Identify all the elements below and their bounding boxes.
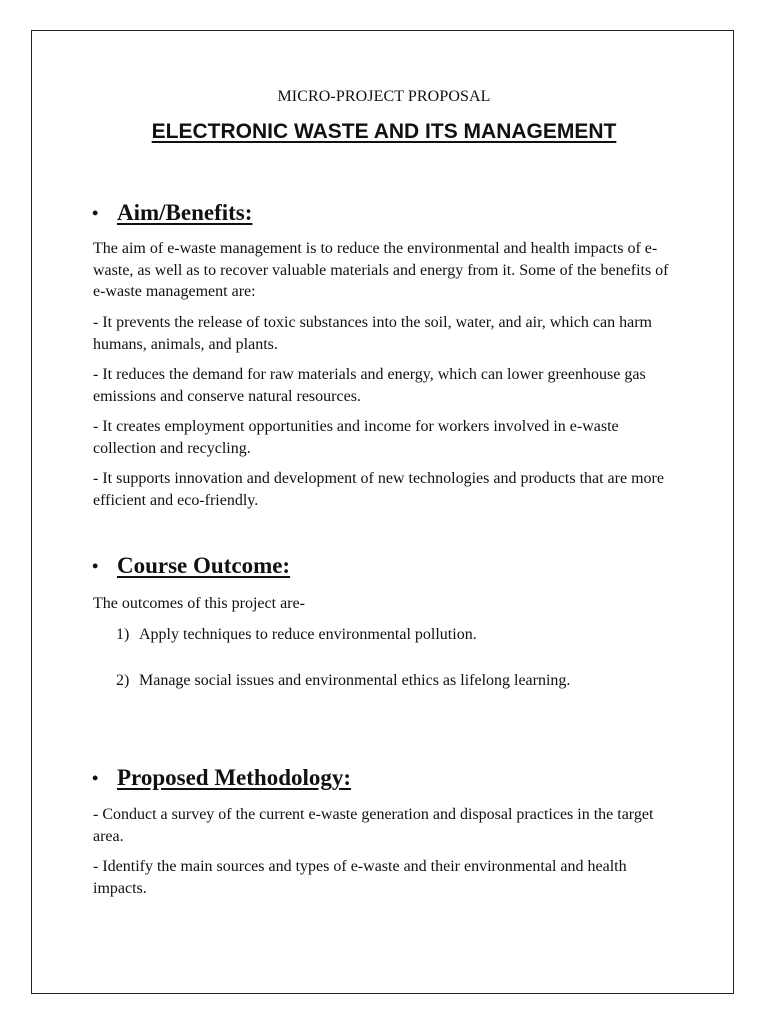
aim-heading-text: Aim/Benefits: <box>117 200 253 225</box>
outcome-item-text: Apply techniques to reduce environmental pollution. <box>139 626 477 643</box>
aim-intro: The aim of e-waste management is to reduce the environmental and health impacts of e-waste, as well as to recover valuable materials and energy from it. Some of the benefits of e-waste management are: <box>93 240 669 300</box>
document-title <box>0 120 768 144</box>
methodology-heading <box>92 765 351 791</box>
methodology-item: - Identify the main sources and types of e-waste and their environmental and health impacts. <box>93 858 627 897</box>
bullet-icon: • <box>92 202 99 223</box>
outcome-item <box>116 624 477 645</box>
document-title-text: ELECTRONIC WASTE AND ITS MANAGEMENT <box>151 120 617 143</box>
aim-heading <box>92 200 252 226</box>
outcome-item-number: 2) <box>116 672 130 689</box>
outcome-item-text: Manage social issues and environmental ethics as lifelong learning. <box>139 672 571 689</box>
benefit-item: - It reduces the demand for raw materials and energy, which can lower greenhouse gas emissions and conserve natural resources. <box>93 366 646 405</box>
bullet-icon: • <box>92 767 99 788</box>
page-border <box>31 30 734 994</box>
methodology-heading-text: Proposed Methodology: <box>117 765 352 790</box>
outcome-item <box>116 670 570 691</box>
benefit-item: - It prevents the release of toxic substances into the soil, water, and air, which can harm humans, animals, and plants. <box>93 314 652 353</box>
outcome-heading-text: Course Outcome: <box>117 553 291 578</box>
bullet-icon: • <box>92 555 99 576</box>
methodology-item: - Conduct a survey of the current e-waste generation and disposal practices in the target area. <box>93 806 654 845</box>
outcome-item-number: 1) <box>116 626 130 643</box>
outcome-intro: The outcomes of this project are- <box>93 595 305 612</box>
outcome-heading <box>92 553 290 579</box>
document-supertitle: MICRO-PROJECT PROPOSAL <box>277 88 491 105</box>
benefit-item: - It creates employment opportunities and income for workers involved in e-waste collection and recycling. <box>93 418 619 457</box>
benefit-item: - It supports innovation and development of new technologies and products that are more efficient and eco-friendly. <box>93 470 664 509</box>
